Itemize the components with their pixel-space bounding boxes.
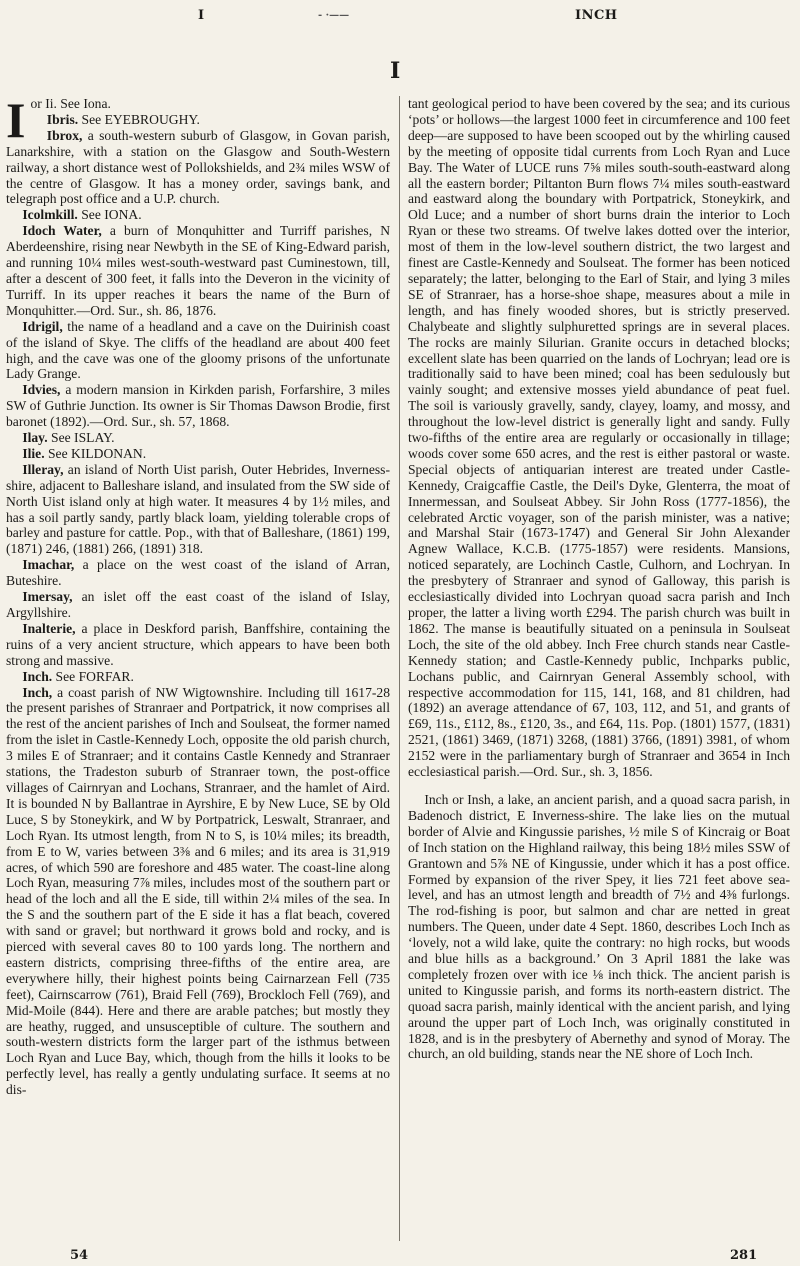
entry-inalterie: Inalterie, a place in Deskford parish, Banffshire, containing the ruins of a very ancient structure, which appears to have been both strong and massive. bbox=[6, 620, 390, 668]
entry-idrigil: Idrigil, the name of a headland and a cave on the Duirinish coast of the island of Skye. The cliffs of the headland are about 400 feet high, and the cave was one of the gloomy prisons of the unfortunate Lady Grange. bbox=[6, 318, 390, 382]
entry-idoch-water: Idoch Water, a burn of Monquhitter and Turriff parishes, N Aberdeenshire, rising near Newbyth in the SE of King-Edward parish, and running 10¼ miles west-south-westward past Cuminestown, till, after a descent of 300 feet, it falls into the Deveron in the vicinity of Turriff. In its upper reaches it bears the name of the Burn of Monquhitter.—Ord. Sur., sh. 86, 1876. bbox=[6, 223, 391, 318]
column-rule bbox=[399, 96, 400, 1241]
running-header-word: INCH bbox=[575, 8, 618, 23]
entry-idvies: Idvies, a modern mansion in Kirkden parish, Forfarshire, 3 miles SW of Guthrie Junction. Its owner is Sir Thomas Dawson Brodie, first baronet (1892).—Ord. Sur., sh. 57, 1868. bbox=[6, 382, 390, 430]
page-number-left: 54 bbox=[70, 1248, 89, 1263]
entry-inch-or-insh: Inch or Insh, a lake, an ancient parish, and a quoad sacra parish, in Badenoch district, E Inverness-shire. The lake lies on the mutual border of Alvie and Kingussie parishes, ½ mile S of Kincraig or Boat of Inch station on the Highland railway, this being 18½ miles SSW of Grantown and 5⅞ NE of Kingussie, under which it has a post office. Formed by expansion of the river Spey, it lies 721 feet above sea-level, and has an utmost length and breadth of 7½ and 4⅜ furlongs. The rod-fishing is poor, but salmon and char are netted in great numbers. The Queen, under date 4 Sept. 1860, describes Loch Inch as ‘lovely, not a wild lake, quite the contrary: no high rocks, but woods and blue hills as a background.’ On 3 April 1881 the lake was completely frozen over with ice ⅛ inch thick. The ancient parish is united to Kingussie parish, and forms its north-eastern district. The quoad sacra parish, mainly identical with the ancient parish, and lying around the upper part of Loch Inch, was originally constituted in 1828, and is in the presbytery of Abernethy and synod of Moray. The church, an old building, stands near the NE shore of Loch Inch. bbox=[408, 791, 790, 1062]
drop-cap: I bbox=[6, 92, 26, 148]
entry-ibris: Ibris. See EYEBROUGHY. bbox=[46, 111, 200, 127]
entry-inch-wigtownshire: Inch, a coast parish of NW Wigtownshire. Including till 1617-28 the present parishes of Stranraer and Portpatrick, it now comprises all the rest of the ancient parishes of Inch and Soulseat, the former named from the islet in Castle-Kennedy Loch, opposite the old parish church, 3 miles E of Stranraer; and it contains Castle Kennedy and Stranraer stations, the Tradeston suburb of Stranraer town, the post-office villages of Cairnryan and Lochans, Stranraer, and the hamlet of Aird. It is bounded N by Ballantrae in Ayrshire, E by New Luce, SE by Old Luce, S by Stoneykirk, and W by Portpatrick, Leswalt, Stranraer, and Loch Ryan. Its utmost length, from N to S, is 10¼ miles; its breadth, from E to W, varies between 3⅜ and 6 miles; and its area is 31,919 acres, of which 590 are foreshore and 485 water. The coast-line along Loch Ryan, measuring 7⅞ miles, includes most of the southern part or head of the loch and all the E side, till within 2¼ miles of the sea. In the S and the southern part of the E side it has a flat beach, covered with sand or gravel; but northward it grows bold and rocky, and is pierced with several caves 80 to 100 yards long. The northern and eastern districts, comprising three-fifths of the entire area, are everywhere hilly, their highest points being Cairnarzean Fell (735 feet), Cairnscarrow (761), Braid Fell (769), Brockloch Fell (769), and Mid-Moile (844). Here and there are arable patches; but mostly they are heathy, rugged, and unsusceptible of culture. The southern and south-western districts form the larger part of the isthmus between Loch Ryan and Luce Bay, which, though from the hills it looks to be perfectly level, has really a gently undulating surface. It seems at no dis- bbox=[6, 684, 390, 1098]
entry-i: Ior Ii. See Iona. bbox=[6, 92, 111, 148]
entry-inch-forfar: Inch. See FORFAR. bbox=[22, 668, 134, 684]
right-column bbox=[408, 96, 790, 1062]
entry-imersay: Imersay, an islet off the east coast of the island of Islay, Argyllshire. bbox=[6, 589, 390, 620]
page-number-right: 281 bbox=[730, 1248, 758, 1263]
paragraph-gap bbox=[408, 780, 790, 792]
header-ornament: - ·—— bbox=[318, 10, 350, 21]
running-header-letter: I bbox=[198, 8, 205, 23]
entry-icolmkill: Icolmkill. See IONA. bbox=[22, 207, 142, 223]
inch-continuation: tant geological period to have been covered by the sea; and its curious ‘pots’ or hollows—the largest 1000 feet in circumference and 100 feet deep—are supposed to have been scooped out by the whirling caused by the meeting of opposite tidal currents from Loch Ryan and Luce Bay. The Water of LUCE runs 7⅝ miles south-south-eastward along all the eastern border; Piltanton Burn flows 7¼ miles south-eastward and eastward along the boundary with Portpatrick, Stoneykirk, and Old Luce; and a number of short burns drain the interior to Loch Ryan or these two streams. Of twelve lakes dotted over the interior, most of them in the low-level southern district, the two largest and finest are Castle-Kennedy and Soulseat. The former has been noticed separately; the latter, belonging to the Earl of Stair, and lying 3 miles SE of Stranraer, has a horse-shoe shape, measures about a mile in length, and has finely wooded shores, but is strictly preserved. Chalybeate and slightly sulphuretted springs are in several places. The rocks are mainly Silurian. Granite occurs in detached blocks; excellent slate has been quarried on the lands of Lochryan; lead ore is traditionally said to have been mined; coal has been sedulously but vainly sought; and extensive mosses yield abundance of peat fuel. The soil is variously gravelly, sandy, clayey, loamy, and mossy, and throughout the low-level district is generally light and sandy. Fully two-fifths of the entire area are regularly or occasionally in tillage; woods cover some 650 acres, and the rest is either pastoral or waste. Special objects of antiquarian interest are treated under Castle-Kennedy, Craigcaffie Castle, the Deil's Dyke, Glenterra, the moat of Innermessan, and Soulseat Abbey. Sir John Ross (1777-1856), the celebrated Arctic voyager, son of the parish minister, was a native; and Marshal Stair (1673-1747) and General Sir John Alexander Agnew Wallace, K.C.B. (1775-1857) were residents. Mansions, noticed separately, are Lochinch Castle, Culhorn, and Lochryan. In the presbytery of Stranraer and synod of Galloway, this parish is ecclesiastically divided into Lochryan quoad sacra parish and Inch proper, the latter a living worth £294. The parish church was built in 1862. The manse is beautifully situated on a peninsula in Soulseat Loch, the site of the old abbey. Inch Free church stands near Castle-Kennedy station; and Castle-Kennedy public, Inchparks public, Lochans public, and Cairnryan General Assembly school, with respective accommodation for 115, 141, 168, and 81 children, had (1892) an average attendance of 67, 103, 112, and 51, and grants of £69, 11s., £112, 8s., £120, 3s., and £64, 11s. Pop. (1801) 1577, (1831) 2521, (1861) 3469, (1871) 3268, (1881) 3766, (1891) 3981, of whom 2152 were in the parliamentary burgh of Stranraer and 3654 in Inch ecclesiastical parish.—Ord. Sur., sh. 3, 1856. bbox=[408, 96, 790, 780]
left-column bbox=[6, 92, 391, 1098]
entry-illeray: Illeray, an island of North Uist parish, Outer Hebrides, Inverness-shire, adjacent to Balleshare island, and insulated from the SW side of North Uist island only at high water. It measures 4 by 1½ miles, and has a soil partly sandy, partly black loam, yielding tolerable crops of barley and pasture for cattle. Pop., with that of Balleshare, (1861) 199, (1871) 246, (1881) 266, (1891) 318. bbox=[6, 461, 390, 557]
entry-ibrox: Ibrox, a south-western suburb of Glasgow, in Govan parish, Lanarkshire, with a station on the Glasgow and South-Western railway, a short distance west of Pollokshields, and 2¾ miles WSW of the centre of Glasgow. It has a money order, savings bank, and telegraph post office and a U.P. church. bbox=[6, 127, 390, 207]
entry-ilay: Ilay. See ISLAY. bbox=[22, 430, 115, 446]
entry-imachar: Imachar, a place on the west coast of the island of Arran, Buteshire. bbox=[6, 557, 390, 589]
section-letter: I bbox=[390, 58, 401, 84]
entry-ilie: Ilie. See KILDONAN. bbox=[22, 445, 147, 461]
